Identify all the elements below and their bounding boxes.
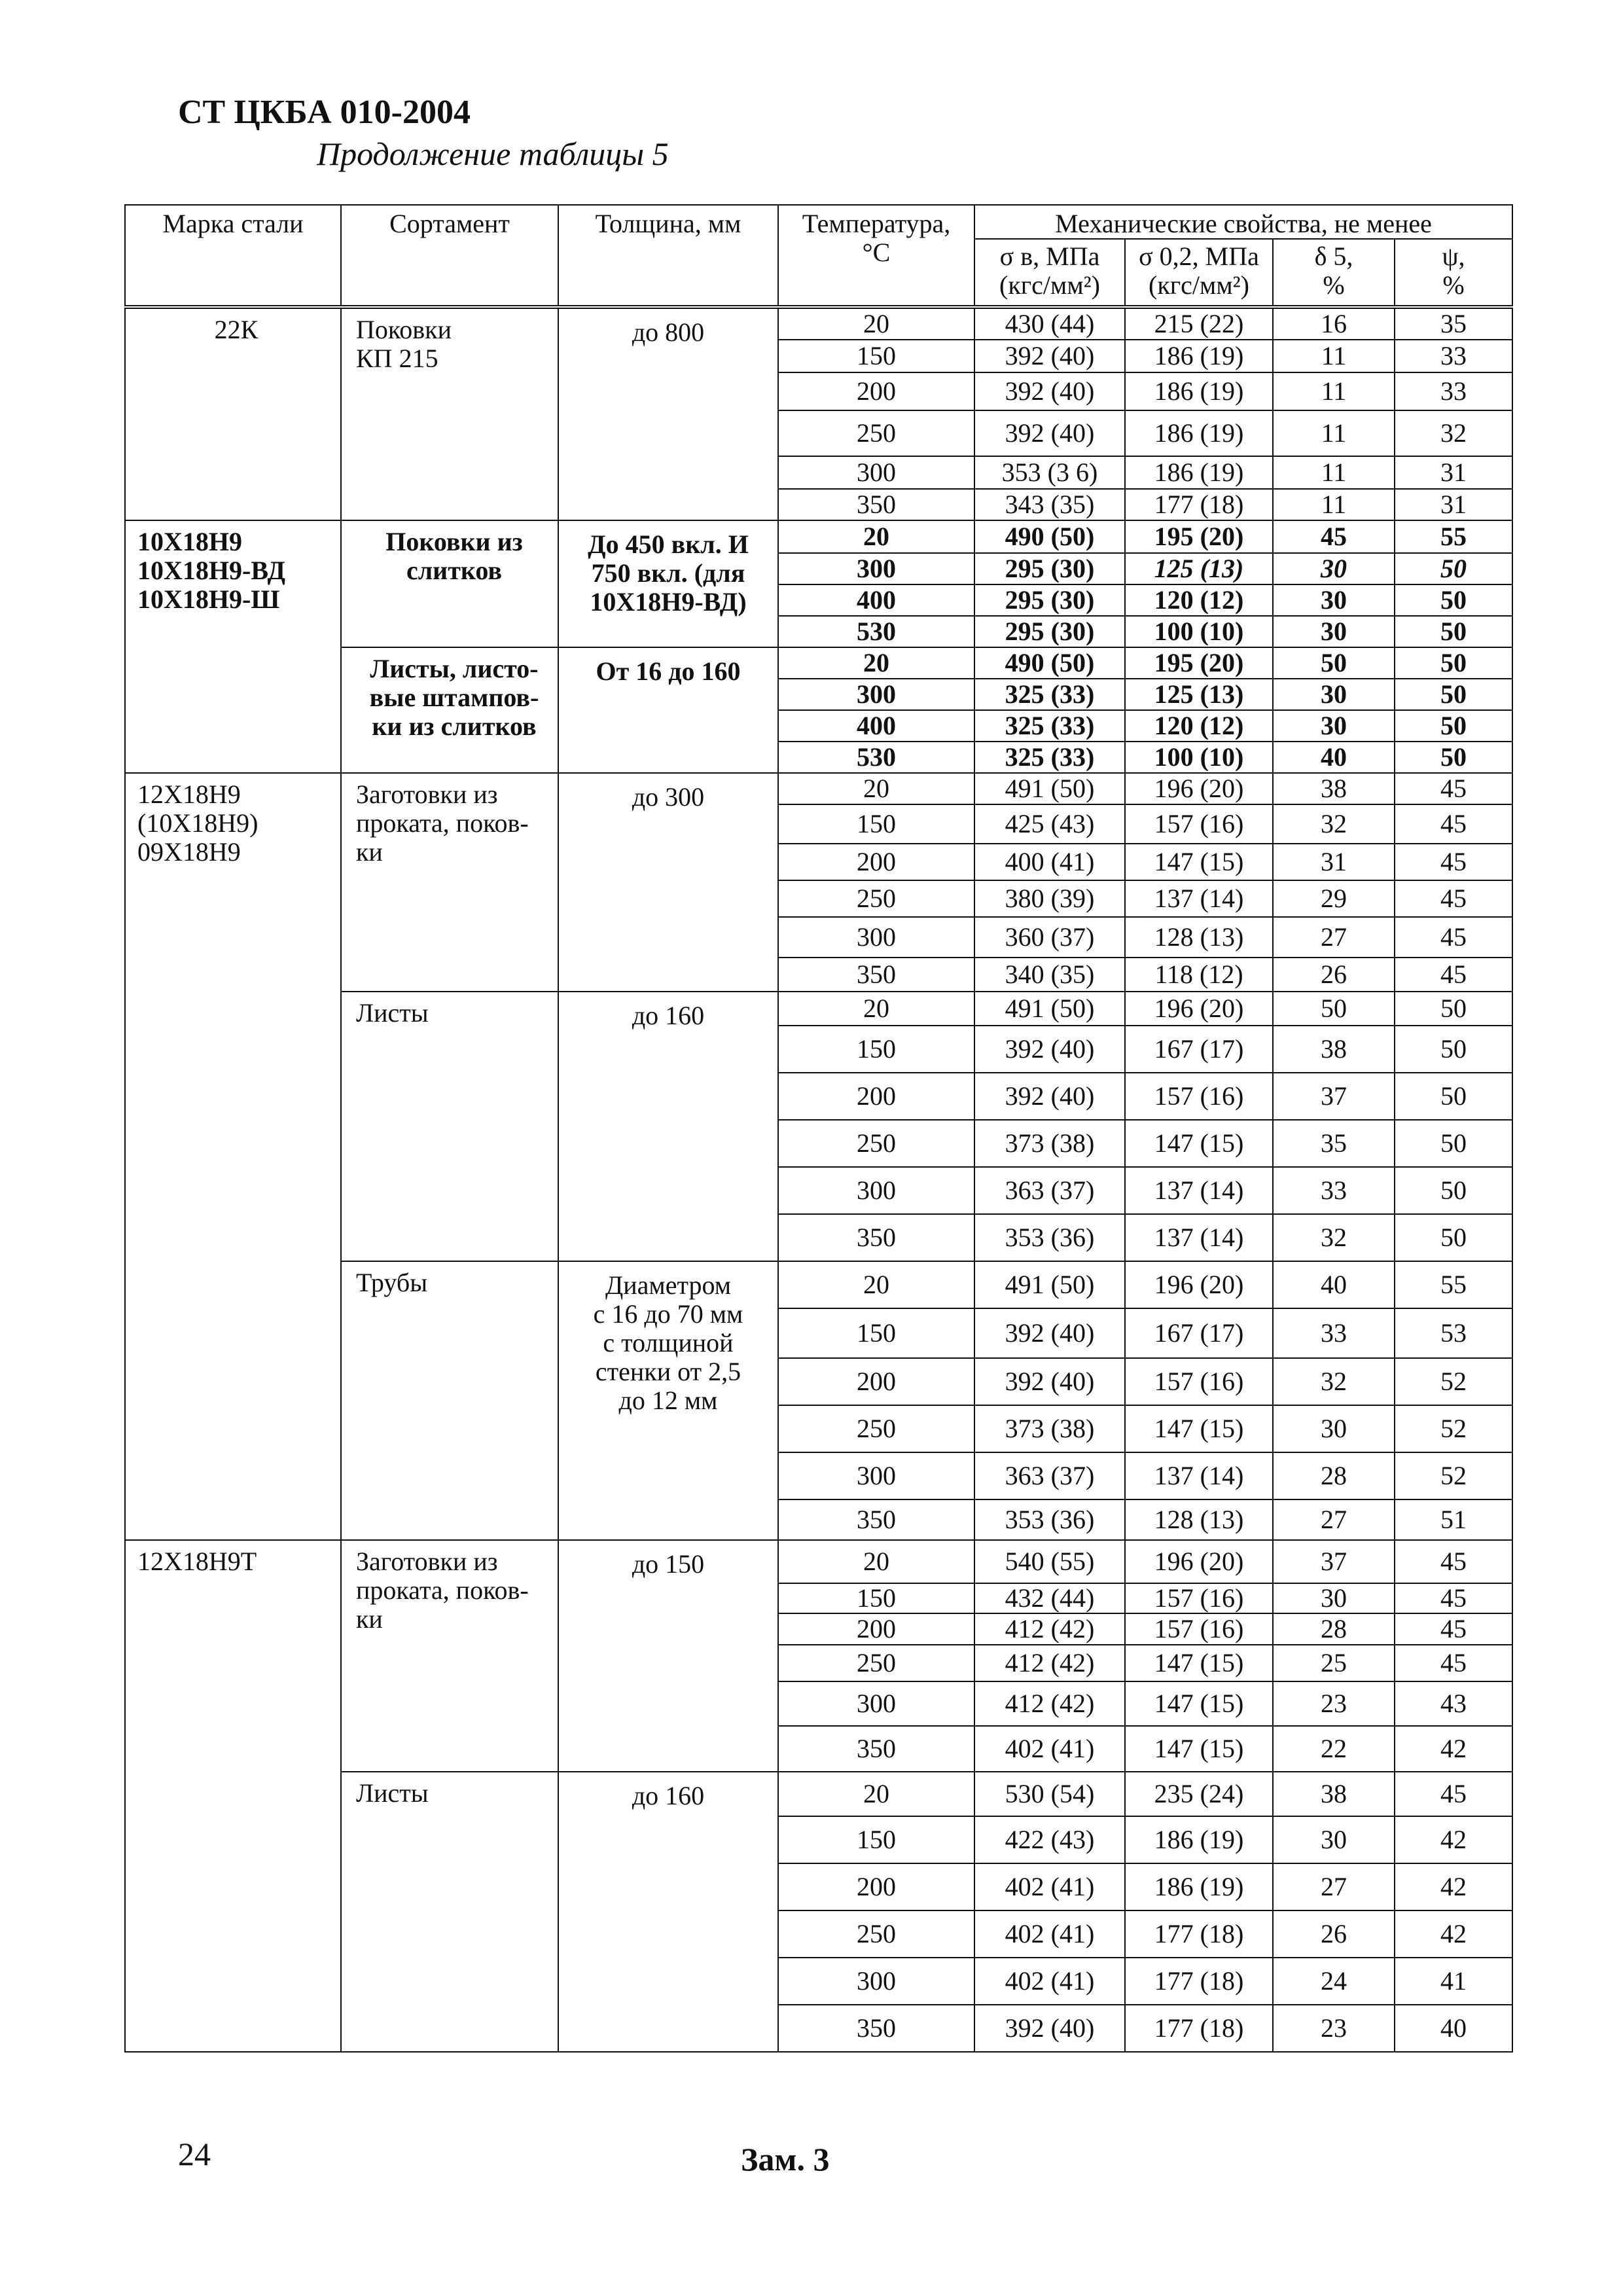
sigma-02-cell: 195 (20)	[1125, 520, 1273, 553]
psi-cell: 31	[1395, 489, 1512, 520]
mechanical-properties-table	[124, 204, 1513, 2053]
sigma-02-cell: 100 (10)	[1125, 742, 1273, 773]
header-thickness: Толщина, мм	[558, 205, 778, 307]
delta-cell: 32	[1273, 804, 1395, 844]
temperature-cell: 200	[778, 1073, 974, 1120]
sigma-b-cell: 325 (33)	[974, 742, 1125, 773]
sigma-b-cell: 412 (42)	[974, 1613, 1125, 1645]
psi-cell: 31	[1395, 456, 1512, 489]
table-row	[125, 520, 1512, 553]
delta-cell: 30	[1273, 1405, 1395, 1452]
delta-cell: 45	[1273, 520, 1395, 553]
sigma-02-cell: 196 (20)	[1125, 1261, 1273, 1308]
sigma-02-cell: 186 (19)	[1125, 340, 1273, 372]
sigma-02-cell: 147 (15)	[1125, 1681, 1273, 1726]
sigma-02-cell: 157 (16)	[1125, 1358, 1273, 1405]
sigma-02-cell: 167 (17)	[1125, 1308, 1273, 1358]
psi-cell: 50	[1395, 584, 1512, 616]
temperature-cell: 350	[778, 2005, 974, 2052]
sortament: Заготовки из проката, поков- ки	[341, 773, 558, 992]
sigma-02-cell: 147 (15)	[1125, 1405, 1273, 1452]
sigma-b-cell: 392 (40)	[974, 1073, 1125, 1120]
thickness: до 150	[558, 1540, 778, 1772]
thickness: От 16 до 160	[558, 647, 778, 773]
temperature-cell: 350	[778, 958, 974, 992]
psi-cell: 45	[1395, 1613, 1512, 1645]
temperature-cell: 400	[778, 584, 974, 616]
temperature-cell: 150	[778, 1308, 974, 1358]
temperature-cell: 20	[778, 1261, 974, 1308]
thickness: Диаметром с 16 до 70 мм с толщиной стенки от 2,5 до 12 мм	[558, 1261, 778, 1540]
delta-cell: 30	[1273, 710, 1395, 742]
temperature-cell: 200	[778, 372, 974, 410]
delta-cell: 23	[1273, 1681, 1395, 1726]
psi-cell: 35	[1395, 307, 1512, 340]
sigma-b-cell: 402 (41)	[974, 1910, 1125, 1958]
sigma-b-cell: 343 (35)	[974, 489, 1125, 520]
delta-cell: 16	[1273, 307, 1395, 340]
sigma-b-cell: 325 (33)	[974, 710, 1125, 742]
psi-cell: 42	[1395, 1910, 1512, 1958]
table-continuation-caption: Продолжение таблицы 5	[317, 135, 669, 172]
sigma-02-cell: 157 (16)	[1125, 1583, 1273, 1613]
sortament: Поковки КП 215	[341, 307, 558, 520]
temperature-cell: 200	[778, 844, 974, 880]
psi-cell: 45	[1395, 773, 1512, 804]
temperature-cell: 150	[778, 1816, 974, 1863]
psi-cell: 50	[1395, 616, 1512, 647]
sigma-b-cell: 373 (38)	[974, 1405, 1125, 1452]
temperature-cell: 350	[778, 1499, 974, 1540]
psi-cell: 45	[1395, 1772, 1512, 1816]
sigma-02-cell: 215 (22)	[1125, 307, 1273, 340]
temperature-cell: 200	[778, 1613, 974, 1645]
psi-cell: 52	[1395, 1405, 1512, 1452]
temperature-cell: 250	[778, 880, 974, 917]
steel-grade: 22К	[125, 307, 341, 520]
delta-cell: 27	[1273, 1499, 1395, 1540]
sigma-02-cell: 128 (13)	[1125, 917, 1273, 958]
sigma-b-cell: 363 (37)	[974, 1452, 1125, 1499]
psi-cell: 52	[1395, 1358, 1512, 1405]
psi-cell: 32	[1395, 410, 1512, 456]
delta-cell: 24	[1273, 1958, 1395, 2005]
delta-cell: 27	[1273, 1863, 1395, 1910]
sigma-b-cell: 353 (3 6)	[974, 456, 1125, 489]
sigma-b-cell: 392 (40)	[974, 340, 1125, 372]
sigma-02-cell: 120 (12)	[1125, 710, 1273, 742]
psi-cell: 45	[1395, 804, 1512, 844]
sigma-b-cell: 340 (35)	[974, 958, 1125, 992]
temperature-cell: 200	[778, 1358, 974, 1405]
temperature-cell: 300	[778, 679, 974, 710]
temperature-cell: 300	[778, 456, 974, 489]
sigma-b-cell: 402 (41)	[974, 1863, 1125, 1910]
delta-cell: 38	[1273, 1026, 1395, 1073]
sigma-02-cell: 157 (16)	[1125, 1073, 1273, 1120]
sigma-b-cell: 295 (30)	[974, 584, 1125, 616]
sigma-02-cell: 196 (20)	[1125, 773, 1273, 804]
sigma-b-cell: 392 (40)	[974, 410, 1125, 456]
psi-cell: 33	[1395, 372, 1512, 410]
temperature-cell: 300	[778, 1167, 974, 1214]
page-number: 24	[178, 2136, 211, 2172]
sigma-b-cell: 392 (40)	[974, 2005, 1125, 2052]
temperature-cell: 20	[778, 992, 974, 1026]
sortament: Листы	[341, 992, 558, 1261]
sigma-b-cell: 400 (41)	[974, 844, 1125, 880]
psi-cell: 55	[1395, 520, 1512, 553]
sigma-02-cell: 177 (18)	[1125, 1910, 1273, 1958]
delta-cell: 40	[1273, 742, 1395, 773]
header-sortament: Сортамент	[341, 205, 558, 307]
sigma-02-cell: 137 (14)	[1125, 1214, 1273, 1261]
sigma-b-cell: 540 (55)	[974, 1540, 1125, 1583]
psi-cell: 40	[1395, 2005, 1512, 2052]
properties-table-container	[124, 204, 1512, 2119]
psi-cell: 33	[1395, 340, 1512, 372]
delta-cell: 11	[1273, 372, 1395, 410]
temperature-cell: 350	[778, 489, 974, 520]
temperature-cell: 200	[778, 1863, 974, 1910]
delta-cell: 31	[1273, 844, 1395, 880]
delta-cell: 25	[1273, 1645, 1395, 1681]
delta-cell: 28	[1273, 1613, 1395, 1645]
delta-cell: 11	[1273, 456, 1395, 489]
delta-cell: 32	[1273, 1214, 1395, 1261]
psi-cell: 53	[1395, 1308, 1512, 1358]
delta-cell: 30	[1273, 679, 1395, 710]
psi-cell: 50	[1395, 1167, 1512, 1214]
delta-cell: 37	[1273, 1073, 1395, 1120]
psi-cell: 45	[1395, 844, 1512, 880]
sigma-02-cell: 177 (18)	[1125, 1958, 1273, 2005]
delta-cell: 28	[1273, 1452, 1395, 1499]
sigma-02-cell: 186 (19)	[1125, 1816, 1273, 1863]
delta-cell: 27	[1273, 917, 1395, 958]
delta-cell: 38	[1273, 1772, 1395, 1816]
temperature-cell: 400	[778, 710, 974, 742]
sigma-b-cell: 392 (40)	[974, 1026, 1125, 1073]
sigma-b-cell: 491 (50)	[974, 992, 1125, 1026]
psi-cell: 50	[1395, 1120, 1512, 1167]
steel-grade: 12Х18Н9 (10Х18Н9) 09Х18Н9	[125, 773, 341, 1540]
sigma-b-cell: 530 (54)	[974, 1772, 1125, 1816]
temperature-cell: 20	[778, 773, 974, 804]
sigma-b-cell: 363 (37)	[974, 1167, 1125, 1214]
sigma-b-cell: 491 (50)	[974, 773, 1125, 804]
psi-cell: 52	[1395, 1452, 1512, 1499]
temperature-cell: 20	[778, 1540, 974, 1583]
delta-cell: 30	[1273, 616, 1395, 647]
psi-cell: 50	[1395, 710, 1512, 742]
header-psi: ψ, %	[1395, 239, 1512, 307]
delta-cell: 30	[1273, 553, 1395, 584]
delta-cell: 40	[1273, 1261, 1395, 1308]
temperature-cell: 250	[778, 1405, 974, 1452]
temperature-cell: 250	[778, 410, 974, 456]
sigma-b-cell: 402 (41)	[974, 1958, 1125, 2005]
sigma-02-cell: 118 (12)	[1125, 958, 1273, 992]
table-body	[125, 307, 1512, 2052]
psi-cell: 50	[1395, 553, 1512, 584]
sigma-b-cell: 360 (37)	[974, 917, 1125, 958]
delta-cell: 11	[1273, 340, 1395, 372]
sigma-b-cell: 422 (43)	[974, 1816, 1125, 1863]
sigma-b-cell: 425 (43)	[974, 804, 1125, 844]
thickness: до 800	[558, 307, 778, 520]
sigma-02-cell: 167 (17)	[1125, 1026, 1273, 1073]
sigma-b-cell: 295 (30)	[974, 553, 1125, 584]
sigma-02-cell: 137 (14)	[1125, 1167, 1273, 1214]
sigma-b-cell: 430 (44)	[974, 307, 1125, 340]
page-header	[178, 92, 669, 174]
sigma-b-cell: 412 (42)	[974, 1645, 1125, 1681]
sortament: Поковки из слитков	[341, 520, 558, 647]
temperature-cell: 20	[778, 1772, 974, 1816]
delta-cell: 26	[1273, 958, 1395, 992]
sigma-02-cell: 137 (14)	[1125, 880, 1273, 917]
sigma-02-cell: 186 (19)	[1125, 410, 1273, 456]
temperature-cell: 300	[778, 917, 974, 958]
sigma-b-cell: 490 (50)	[974, 520, 1125, 553]
temperature-cell: 150	[778, 340, 974, 372]
psi-cell: 50	[1395, 647, 1512, 679]
delta-cell: 23	[1273, 2005, 1395, 2052]
delta-cell: 11	[1273, 410, 1395, 456]
sigma-b-cell: 412 (42)	[974, 1681, 1125, 1726]
sigma-02-cell: 196 (20)	[1125, 1540, 1273, 1583]
temperature-cell: 150	[778, 804, 974, 844]
psi-cell: 41	[1395, 1958, 1512, 2005]
sigma-b-cell: 353 (36)	[974, 1214, 1125, 1261]
amendment-label: Зам. 3	[741, 2141, 830, 2178]
delta-cell: 30	[1273, 1816, 1395, 1863]
sortament: Трубы	[341, 1261, 558, 1540]
sortament: Листы, листо- вые штампов- ки из слитков	[341, 647, 558, 773]
psi-cell: 43	[1395, 1681, 1512, 1726]
temperature-cell: 300	[778, 1681, 974, 1726]
sigma-b-cell: 380 (39)	[974, 880, 1125, 917]
table-row	[125, 307, 1512, 340]
delta-cell: 33	[1273, 1167, 1395, 1214]
psi-cell: 51	[1395, 1499, 1512, 1540]
thickness: До 450 вкл. И 750 вкл. (для 10Х18Н9-ВД)	[558, 520, 778, 647]
sigma-b-cell: 392 (40)	[974, 1308, 1125, 1358]
psi-cell: 42	[1395, 1816, 1512, 1863]
steel-grade: 10Х18Н9 10Х18Н9-ВД 10Х18Н9-Ш	[125, 520, 341, 773]
delta-cell: 50	[1273, 647, 1395, 679]
psi-cell: 50	[1395, 1026, 1512, 1073]
steel-grade: 12Х18Н9Т	[125, 1540, 341, 2052]
header-temperature: Температура, °С	[778, 205, 974, 307]
sigma-02-cell: 147 (15)	[1125, 1120, 1273, 1167]
sigma-02-cell: 186 (19)	[1125, 456, 1273, 489]
psi-cell: 50	[1395, 742, 1512, 773]
delta-cell: 38	[1273, 773, 1395, 804]
psi-cell: 45	[1395, 1583, 1512, 1613]
sigma-02-cell: 147 (15)	[1125, 1645, 1273, 1681]
sigma-02-cell: 157 (16)	[1125, 804, 1273, 844]
psi-cell: 50	[1395, 992, 1512, 1026]
thickness: до 160	[558, 992, 778, 1261]
temperature-cell: 20	[778, 520, 974, 553]
psi-cell: 50	[1395, 679, 1512, 710]
sigma-b-cell: 392 (40)	[974, 1358, 1125, 1405]
sigma-b-cell: 295 (30)	[974, 616, 1125, 647]
temperature-cell: 300	[778, 553, 974, 584]
sigma-b-cell: 392 (40)	[974, 372, 1125, 410]
delta-cell: 30	[1273, 584, 1395, 616]
temperature-cell: 20	[778, 647, 974, 679]
sigma-b-cell: 432 (44)	[974, 1583, 1125, 1613]
temperature-cell: 150	[778, 1026, 974, 1073]
sortament: Заготовки из проката, поков- ки	[341, 1540, 558, 1772]
delta-cell: 35	[1273, 1120, 1395, 1167]
temperature-cell: 20	[778, 307, 974, 340]
sigma-02-cell: 125 (13)	[1125, 679, 1273, 710]
temperature-cell: 530	[778, 742, 974, 773]
temperature-cell: 350	[778, 1726, 974, 1772]
psi-cell: 45	[1395, 880, 1512, 917]
header-mechanical-properties: Механические свойства, не менее	[974, 205, 1512, 239]
temperature-cell: 250	[778, 1120, 974, 1167]
sigma-02-cell: 128 (13)	[1125, 1499, 1273, 1540]
thickness: до 160	[558, 1772, 778, 2052]
document-code: СТ ЦКБА 010-2004	[178, 94, 471, 131]
delta-cell: 32	[1273, 1358, 1395, 1405]
delta-cell: 22	[1273, 1726, 1395, 1772]
sigma-02-cell: 125 (13)	[1125, 553, 1273, 584]
delta-cell: 29	[1273, 880, 1395, 917]
sigma-02-cell: 147 (15)	[1125, 844, 1273, 880]
thickness: до 300	[558, 773, 778, 992]
sigma-02-cell: 157 (16)	[1125, 1613, 1273, 1645]
header-sigma-b: σ в, МПа (кгс/мм²)	[974, 239, 1125, 307]
psi-cell: 55	[1395, 1261, 1512, 1308]
psi-cell: 45	[1395, 1540, 1512, 1583]
psi-cell: 50	[1395, 1073, 1512, 1120]
sigma-02-cell: 100 (10)	[1125, 616, 1273, 647]
temperature-cell: 150	[778, 1583, 974, 1613]
temperature-cell: 350	[778, 1214, 974, 1261]
sigma-02-cell: 195 (20)	[1125, 647, 1273, 679]
sigma-b-cell: 353 (36)	[974, 1499, 1125, 1540]
delta-cell: 33	[1273, 1308, 1395, 1358]
delta-cell: 11	[1273, 489, 1395, 520]
temperature-cell: 250	[778, 1910, 974, 1958]
delta-cell: 37	[1273, 1540, 1395, 1583]
sigma-02-cell: 186 (19)	[1125, 372, 1273, 410]
sigma-b-cell: 373 (38)	[974, 1120, 1125, 1167]
table-row	[125, 773, 1512, 804]
sigma-02-cell: 196 (20)	[1125, 992, 1273, 1026]
sigma-02-cell: 120 (12)	[1125, 584, 1273, 616]
header-sigma-02: σ 0,2, МПа (кгс/мм²)	[1125, 239, 1273, 307]
psi-cell: 42	[1395, 1726, 1512, 1772]
delta-cell: 30	[1273, 1583, 1395, 1613]
sigma-b-cell: 490 (50)	[974, 647, 1125, 679]
sigma-b-cell: 491 (50)	[974, 1261, 1125, 1308]
header-grade: Марка стали	[125, 205, 341, 307]
table-row	[125, 1540, 1512, 1583]
psi-cell: 45	[1395, 1645, 1512, 1681]
sigma-b-cell: 325 (33)	[974, 679, 1125, 710]
temperature-cell: 250	[778, 1645, 974, 1681]
sigma-02-cell: 177 (18)	[1125, 2005, 1273, 2052]
sigma-02-cell: 177 (18)	[1125, 489, 1273, 520]
psi-cell: 42	[1395, 1863, 1512, 1910]
delta-cell: 26	[1273, 1910, 1395, 1958]
sigma-b-cell: 402 (41)	[974, 1726, 1125, 1772]
temperature-cell: 530	[778, 616, 974, 647]
sigma-02-cell: 186 (19)	[1125, 1863, 1273, 1910]
sigma-02-cell: 235 (24)	[1125, 1772, 1273, 1816]
psi-cell: 45	[1395, 958, 1512, 992]
temperature-cell: 300	[778, 1452, 974, 1499]
psi-cell: 45	[1395, 917, 1512, 958]
sigma-02-cell: 147 (15)	[1125, 1726, 1273, 1772]
header-delta: δ 5, %	[1273, 239, 1395, 307]
sigma-02-cell: 137 (14)	[1125, 1452, 1273, 1499]
psi-cell: 50	[1395, 1214, 1512, 1261]
temperature-cell: 300	[778, 1958, 974, 2005]
sortament: Листы	[341, 1772, 558, 2052]
delta-cell: 50	[1273, 992, 1395, 1026]
